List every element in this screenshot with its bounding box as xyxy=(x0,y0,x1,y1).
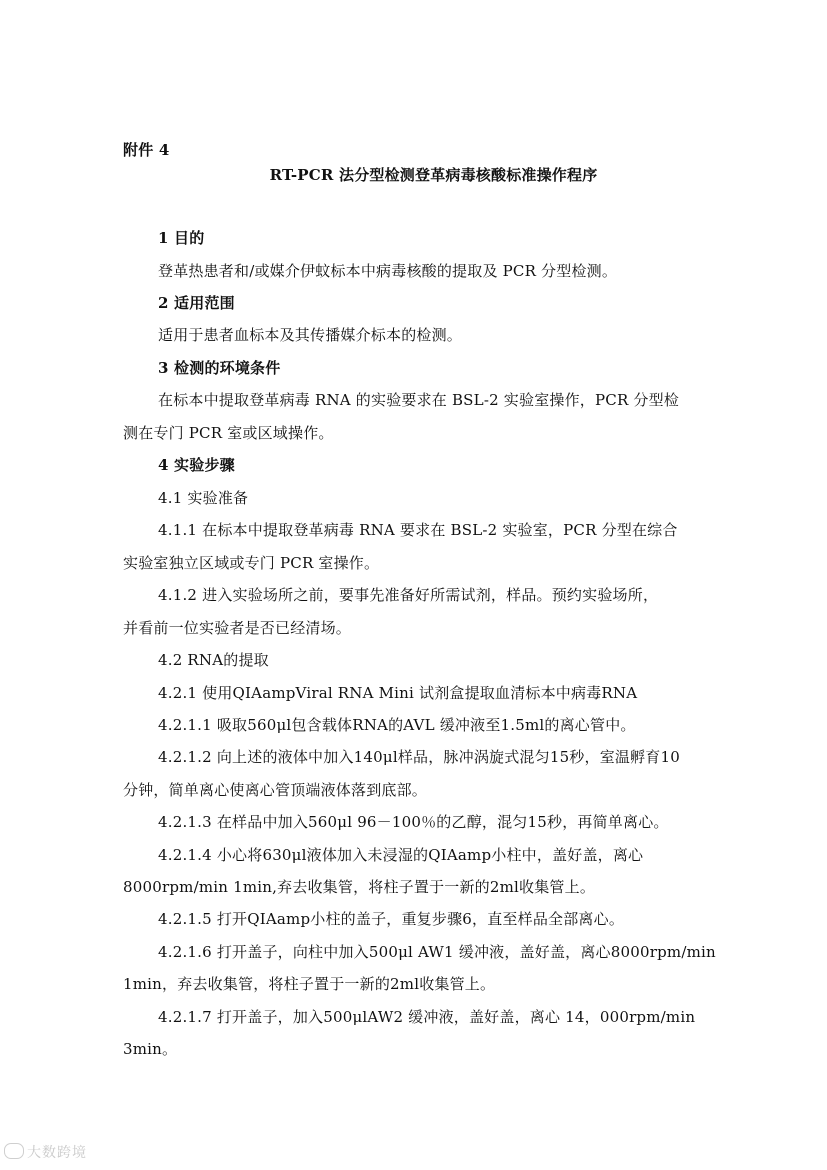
step-4-2-1-6-line1: 4.2.1.6 打开盖子，向柱中加入500μl AW1 缓冲液，盖好盖，离心8000rpm/min xyxy=(158,943,716,961)
section-3-heading: 3 检测的环境条件 xyxy=(158,359,281,377)
annex-label: 附件 4 xyxy=(123,141,170,159)
watermark xyxy=(4,1142,87,1162)
document-title: RT-PCR 法分型检测登革病毒核酸标准操作程序 xyxy=(269,166,598,184)
section-1-text: 登革热患者和/或媒介伊蚊标本中病毒核酸的提取及 PCR 分型检测。 xyxy=(158,262,618,280)
step-4-2-1-2-line1: 4.2.1.2 向上述的液体中加入140μl样品，脉冲涡旋式混匀15秒，室温孵育10 xyxy=(158,748,680,766)
section-1-heading: 1 目的 xyxy=(158,229,205,247)
step-4-1-2-line2: 并看前一位实验者是否已经清场。 xyxy=(123,619,352,637)
step-4-2-1-6-line2: 1min，弃去收集管，将柱子置于一新的2ml收集管上。 xyxy=(123,975,496,993)
step-4-1-1-line2: 实验室独立区域或专门 PCR 室操作。 xyxy=(123,554,380,572)
step-4-2-1-4-line1: 4.2.1.4 小心将630μl液体加入未浸湿的QIAamp小柱中，盖好盖，离心 xyxy=(158,846,644,864)
section-4-2-heading: 4.2 RNA的提取 xyxy=(158,651,269,669)
step-4-1-2-line1: 4.1.2 进入实验场所之前，要事先准备好所需试剂，样品。预约实验场所， xyxy=(158,586,659,604)
watermark-text: 大数跨境 xyxy=(27,1145,87,1161)
watermark-logo-icon xyxy=(4,1143,24,1159)
section-2-text: 适用于患者血标本及其传播媒介标本的检测。 xyxy=(158,326,463,344)
section-3-text-line2: 测在专门 PCR 室或区域操作。 xyxy=(123,424,334,442)
step-4-2-1-2-line2: 分钟，简单离心使离心管顶端液体落到底部。 xyxy=(123,781,428,799)
step-4-1-1-line1: 4.1.1 在标本中提取登革病毒 RNA 要求在 BSL-2 实验室，PCR 分型在综合 xyxy=(158,521,678,539)
step-4-2-1-1: 4.2.1.1 吸取560μl包含载体RNA的AVL 缓冲液至1.5ml的离心管中。 xyxy=(158,716,636,734)
step-4-2-1-5: 4.2.1.5 打开QIAamp小柱的盖子，重复步骤6，直至样品全部离心。 xyxy=(158,910,625,928)
step-4-2-1: 4.2.1 使用QIAampViral RNA Mini 试剂盒提取血清标本中病毒RNA xyxy=(158,684,638,702)
step-4-2-1-7-line2: 3min。 xyxy=(123,1040,178,1058)
section-3-text-line1: 在标本中提取登革病毒 RNA 的实验要求在 BSL-2 实验室操作，PCR 分型检 xyxy=(158,391,680,409)
step-4-2-1-4-line2: 8000rpm/min 1min,弃去收集管，将柱子置于一新的2ml收集管上。 xyxy=(123,878,596,896)
step-4-2-1-3: 4.2.1.3 在样品中加入560μl 96－100％的乙醇，混匀15秒，再简单离心。 xyxy=(158,813,669,831)
section-4-heading: 4 实验步骤 xyxy=(158,456,235,474)
section-4-1-heading: 4.1 实验准备 xyxy=(158,489,249,507)
step-4-2-1-7-line1: 4.2.1.7 打开盖子，加入500μlAW2 缓冲液，盖好盖，离心 14，000rpm/min xyxy=(158,1008,696,1026)
section-2-heading: 2 适用范围 xyxy=(158,294,235,312)
